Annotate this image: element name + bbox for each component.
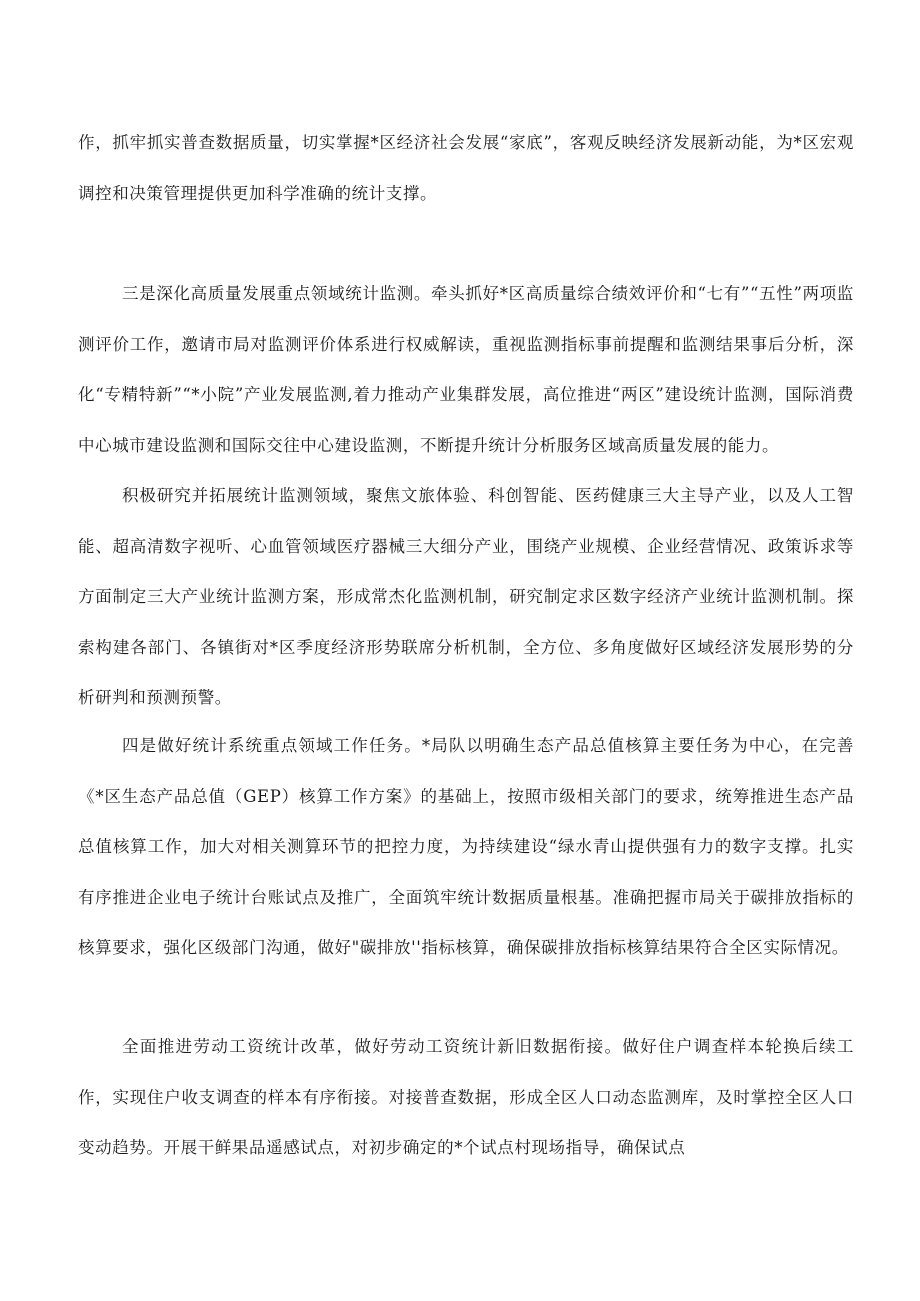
paragraph-expand-monitoring: 积极研究并拓展统计监测领域，聚焦文旅体验、科创智能、医药健康三大主导产业，以及人工智能、超高清数字视听、心血管领域医疗器械三大细分产业，围绕产业规模、企业经营情况、政策诉求等方面制定三大产业统计监测方案，形成常杰化监测机制，研究制定求区数字经济产业统计监测机制。探索构建各部门、各镇街对*区季度经济形势联席分析机制，全方位、多角度做好区域经济发展形势的分析研判和预测预警。 [78,486,854,707]
paragraph-key-area-monitoring: 三是深化高质量发展重点领域统计监测。牵头抓好*区高质量综合绩效评价和“七有”“五性”两项监测评价工作，邀请市局对监测评价体系进行权威解读，重视监测指标事前提醒和监测结果事后分析，深化“专精特新”“*小院”产业发展监测,着力推动产业集群发展，高位推进“两区”建设统计监测，国际消费中心城市建设监测和国际交往中心建设监测，不断提升统计分析服务区域高质量发展的能力。 [78,284,854,455]
paragraph-system-tasks: 四是做好统计系统重点领域工作任务。*局队以明确生态产品总值核算主要任务为中心，在完善《*区生态产品总值（GEP）核算工作方案》的基础上，按照市级相关部门的要求，统筹推进生态产品总值核算工作，加大对相关测算环节的把控力度，为持续建设“绿水青山提供强有力的数字支撑。扎实有序推进企业电子统计台账试点及推广，全面筑牢统计数据质量根基。准确把握市局关于碳排放指标的核算要求，强化区级部门沟通，做好"碳排放''指标核算，确保碳排放指标核算结果符合全区实际情况。 [78,736,854,957]
paragraph-labor-wage-reform: 全面推进劳动工资统计改革，做好劳动工资统计新旧数据衔接。做好住户调查样本轮换后续工作，实现住户收支调查的样本有序衔接。对接普查数据，形成全区人口动态监测库，及时掌控全区人口变动趋势。开展干鲜果品遥感试点，对初步确定的*个试点村现场指导，确保试点 [78,1037,854,1157]
paragraph-continued: 作，抓牢抓实普查数据质量，切实掌握*区经济社会发展“家底”，客观反映经济发展新动能，为*区宏观调控和决策管理提供更加科学准确的统计支撑。 [78,133,854,203]
